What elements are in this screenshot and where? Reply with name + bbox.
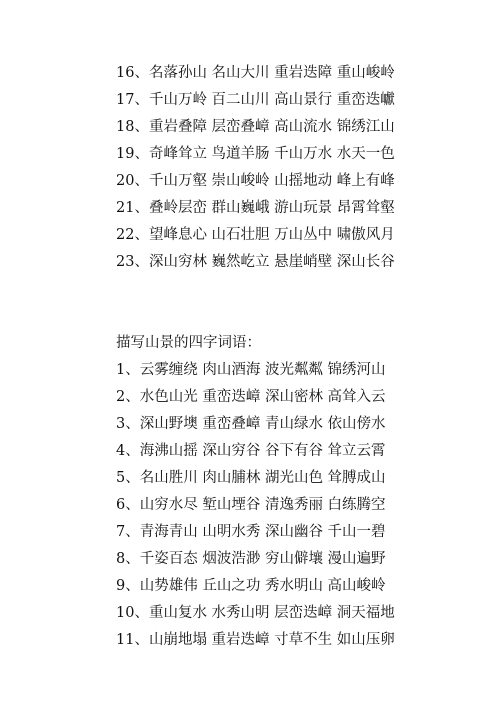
- list-item: 1、云雾缠绕 肉山酒海 波光粼粼 锦绣河山: [116, 362, 386, 378]
- list-item: 20、千山万壑 崇山峻岭 山摇地动 峰上有峰: [116, 173, 395, 189]
- section-heading: 描写山景的四字词语：: [116, 335, 261, 351]
- list-item: 7、青海青山 山明水秀 深山幽谷 千山一碧: [116, 524, 386, 540]
- list-item: 10、重山复水 水秀山明 层峦迭嶂 洞天福地: [116, 605, 395, 621]
- list-item: 2、水色山光 重峦迭嶂 深山密林 高耸入云: [116, 389, 386, 405]
- list-item: 16、名落孙山 名山大川 重岩迭障 重山峻岭: [116, 65, 395, 81]
- list-item: 11、山崩地塌 重岩迭嶂 寸草不生 如山压卵: [116, 632, 395, 648]
- list-item: 22、望峰息心 山石壮胆 万山丛中 啸傲风月: [116, 227, 395, 243]
- list-item: 21、叠岭层峦 群山巍峨 游山玩景 昂霄耸壑: [116, 200, 395, 216]
- idiom-list-continued: [116, 60, 496, 276]
- list-item: 23、深山穷林 巍然屹立 悬崖峭壁 深山长谷: [116, 254, 395, 270]
- list-item: 3、深山野墺 重峦叠嶂 青山绿水 依山傍水: [116, 416, 386, 432]
- list-item: 5、名山胜川 肉山脯林 湖光山色 耸膊成山: [116, 470, 386, 486]
- list-item: 8、千姿百态 烟波浩渺 穷山僻壤 漫山遍野: [116, 551, 386, 567]
- list-item: 4、海沸山摇 深山穷谷 谷下有谷 耸立云霄: [116, 443, 386, 459]
- mountain-idiom-section: [116, 330, 496, 654]
- list-item: 17、千山万岭 百二山川 高山景行 重峦迭巘: [116, 92, 395, 108]
- list-item: 9、山势雄伟 丘山之功 秀水明山 高山峻岭: [116, 578, 386, 594]
- list-item: 18、重岩叠障 层峦叠嶂 高山流水 锦绣江山: [116, 119, 395, 135]
- list-item: 6、山穷水尽 堑山堙谷 清逸秀丽 白练腾空: [116, 497, 386, 513]
- list-item: 19、奇峰耸立 鸟道羊肠 千山万水 水天一色: [116, 146, 395, 162]
